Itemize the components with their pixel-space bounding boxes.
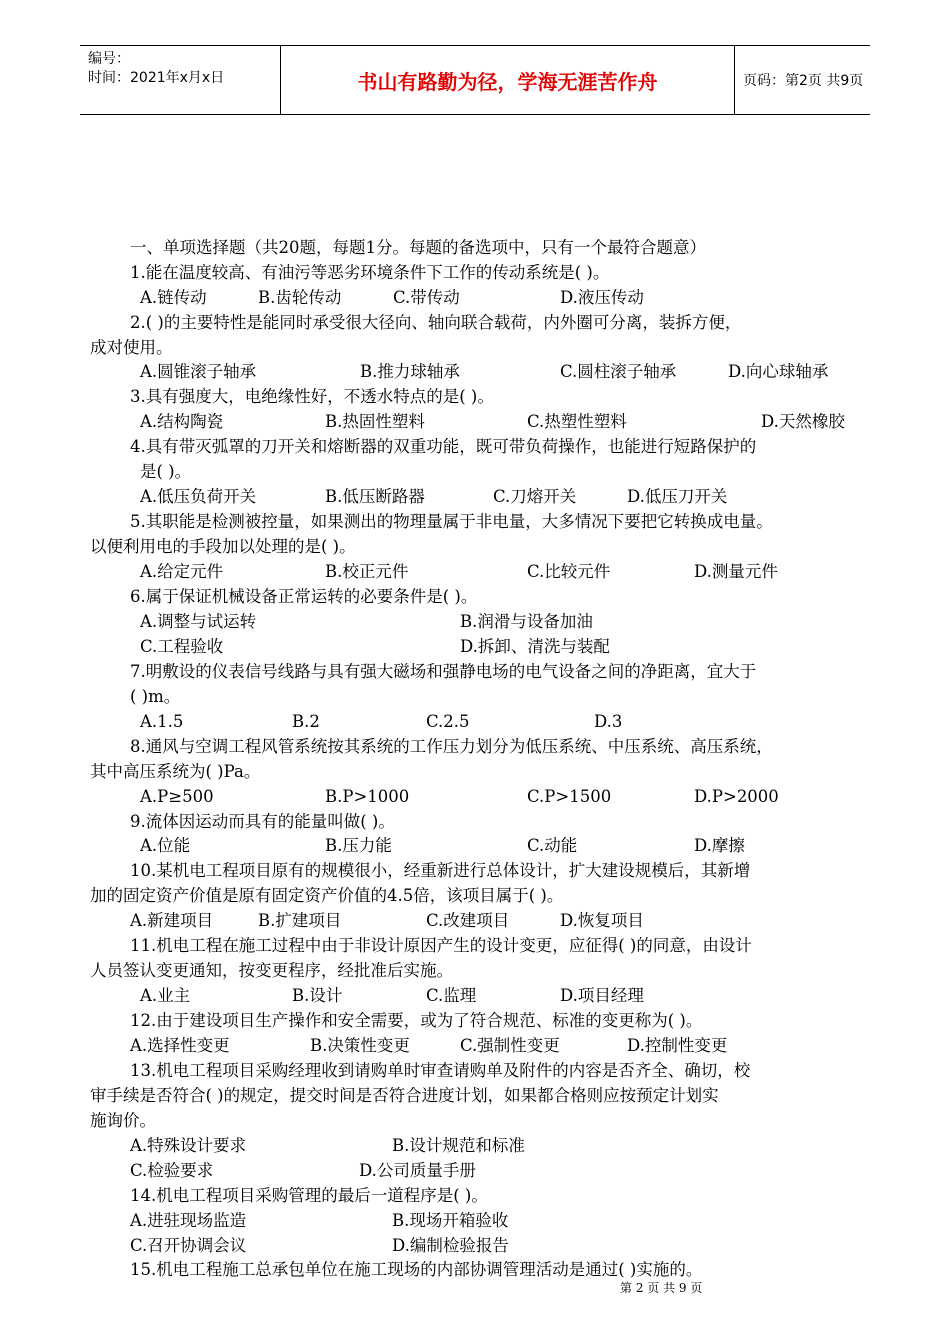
option: A.链传动 [140, 288, 207, 307]
option: D.天然橡胶 [761, 412, 845, 431]
header-page-number: 页码：第2页 共9页 [743, 73, 864, 89]
header-info-cell [80, 46, 280, 114]
question-stem: 12.由于建设项目生产操作和安全需要，或为了符合规范、标准的变更称为( )。 [130, 1011, 703, 1030]
option: A.P≥500 [140, 787, 214, 806]
question-stem: 2.( )的主要特性是能同时承受很大径向、轴向联合载荷，内外圈可分离，装拆方便， [130, 313, 742, 332]
option: D.恢复项目 [560, 911, 644, 930]
option: C.强制性变更 [460, 1036, 560, 1055]
question-stem: 4.具有带灭弧罩的刀开关和熔断器的双重功能，既可带负荷操作，也能进行短路保护的 [130, 437, 757, 456]
option: C.动能 [527, 836, 578, 855]
section-title: 一、单项选择题（共20题，每题1分。每题的备选项中，只有一个最符合题意） [130, 238, 706, 257]
question-stem: 3.具有强度大，电绝缘性好，不透水特点的是( )。 [130, 387, 494, 406]
option: C.改建项目 [426, 911, 510, 930]
option: D.项目经理 [560, 986, 644, 1005]
option: B.低压断路器 [325, 487, 425, 506]
question-stem: 10.某机电工程项目原有的规模很小，经重新进行总体设计，扩大建设规模后，其新增 [130, 861, 751, 880]
option: C.召开协调会议 [130, 1236, 247, 1255]
option: C.2.5 [426, 712, 470, 731]
option: A.低压负荷开关 [140, 487, 257, 506]
option: C.比较元件 [527, 562, 611, 581]
option: A.位能 [140, 836, 191, 855]
option: A.给定元件 [140, 562, 224, 581]
option: D.3 [594, 712, 623, 731]
header-date: 时间：2021年x月x日 [88, 70, 225, 86]
option: A.业主 [140, 986, 191, 1005]
question-stem: 审手续是否符合( )的规定，提交时间是否符合进度计划，如果都合格则应按预定计划实 [90, 1086, 719, 1105]
question-stem: 加的固定资产价值是原有固定资产价值的4.5倍，该项目属于( )。 [90, 886, 564, 905]
option: D.向心球轴承 [728, 362, 829, 381]
header-motto: 书山有路勤为径，学海无涯苦作舟 [280, 46, 735, 114]
option: D.拆卸、清洗与装配 [460, 637, 610, 656]
question-stem: 成对使用。 [90, 338, 173, 357]
option: D.液压传动 [560, 288, 644, 307]
page-footer: 第 2 页 共 9 页 [620, 1281, 703, 1295]
question-stem: 7.明敷设的仪表信号线路与具有强大磁场和强静电场的电气设备之间的净距离，宜大于 [130, 662, 757, 681]
option: B.校正元件 [325, 562, 409, 581]
option: A.进驻现场监造 [130, 1211, 247, 1230]
option: C.P>1500 [527, 787, 612, 806]
option: D.编制检验报告 [392, 1236, 509, 1255]
option: A.圆锥滚子轴承 [140, 362, 257, 381]
option: C.监理 [426, 986, 477, 1005]
question-stem: 是( )。 [140, 462, 192, 481]
question-stem: 1.能在温度较高、有油污等恶劣环境条件下工作的传动系统是( )。 [130, 263, 610, 282]
option: C.检验要求 [130, 1161, 214, 1180]
option: A.特殊设计要求 [130, 1136, 247, 1155]
option: C.圆柱滚子轴承 [560, 362, 677, 381]
header-code: 编号： [88, 51, 130, 67]
option: C.工程验收 [140, 637, 224, 656]
question-stem: 6.属于保证机械设备正常运转的必要条件是( )。 [130, 587, 478, 606]
option: B.润滑与设备加油 [460, 612, 593, 631]
option: B.扩建项目 [258, 911, 342, 930]
option: B.现场开箱验收 [392, 1211, 509, 1230]
question-stem: 15.机电工程施工总承包单位在施工现场的内部协调管理活动是通过( )实施的。 [130, 1260, 703, 1279]
option: A.新建项目 [130, 911, 214, 930]
option: B.设计 [292, 986, 343, 1005]
question-stem: 其中高压系统为( )Pa。 [90, 762, 261, 781]
option: A.结构陶瓷 [140, 412, 224, 431]
option: A.选择性变更 [130, 1036, 230, 1055]
option: D.公司质量手册 [359, 1161, 476, 1180]
option: B.决策性变更 [310, 1036, 410, 1055]
option: B.2 [292, 712, 320, 731]
question-stem: 8.通风与空调工程风管系统按其系统的工作压力划分为低压系统、中压系统、高压系统， [130, 737, 773, 756]
option: D.P>2000 [694, 787, 779, 806]
question-stem: 13.机电工程项目采购经理收到请购单时审查请购单及附件的内容是否齐全、确切，校 [130, 1061, 751, 1080]
page-header [80, 45, 870, 115]
option: D.摩擦 [694, 836, 745, 855]
question-stem: 施询价。 [90, 1111, 156, 1130]
option: D.控制性变更 [627, 1036, 728, 1055]
option: C.刀熔开关 [493, 487, 577, 506]
question-stem: 5.其职能是检测被控量，如果测出的物理量属于非电量，大多情况下要把它转换成电量。 [130, 512, 773, 531]
question-stem: 11.机电工程在施工过程中由于非设计原因产生的设计变更，应征得( )的同意，由设计 [130, 936, 752, 955]
option: B.压力能 [325, 836, 392, 855]
option: A.调整与试运转 [140, 612, 257, 631]
option: D.低压刀开关 [627, 487, 728, 506]
option: B.推力球轴承 [360, 362, 460, 381]
option: C.带传动 [393, 288, 460, 307]
option: A.1.5 [140, 712, 184, 731]
option: B.P>1000 [325, 787, 410, 806]
option: B.热固性塑料 [325, 412, 425, 431]
question-stem: ( )m。 [130, 687, 181, 706]
question-stem: 14.机电工程项目采购管理的最后一道程序是( )。 [130, 1186, 488, 1205]
question-stem: 以便利用电的手段加以处理的是( )。 [90, 537, 356, 556]
question-stem: 人员签认变更通知，按变更程序，经批准后实施。 [90, 961, 453, 980]
option: C.热塑性塑料 [527, 412, 627, 431]
option: B.设计规范和标准 [392, 1136, 525, 1155]
option: B.齿轮传动 [258, 288, 342, 307]
question-stem: 9.流体因运动而具有的能量叫做( )。 [130, 812, 395, 831]
option: D.测量元件 [694, 562, 778, 581]
